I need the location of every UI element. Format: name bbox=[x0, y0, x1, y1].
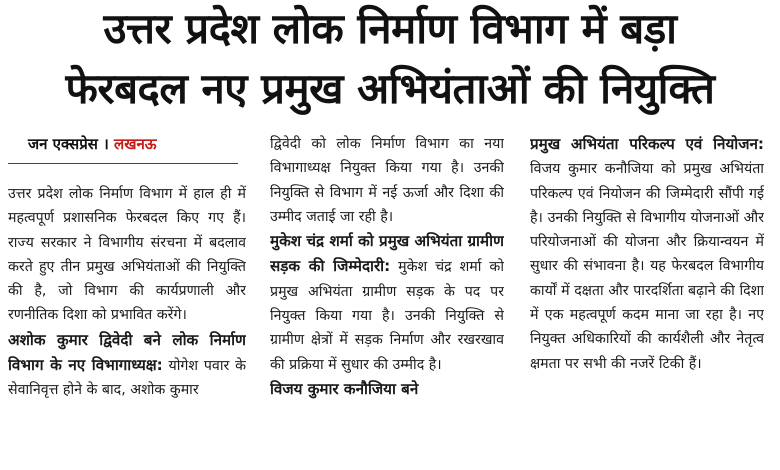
paragraph-ashok-kumar-dwivedi-part-1: योगेश पवार के सेवानिवृत्त होने के बाद, अशोक कुमार bbox=[8, 358, 246, 399]
headline-line-1: उत्तर प्रदेश लोक निर्माण विभाग में बड़ा bbox=[103, 4, 677, 53]
article-column-2 bbox=[270, 132, 504, 470]
paragraph-ashok-kumar-dwivedi-part-2: द्विवेदी को लोक निर्माण विभाग का नया विभागाध्यक्ष नियुक्त किया गया है। उनकी नियुक्ति से विभाग में नई ऊर्जा और दिशा की उम्मीद जताई जा रही है। bbox=[270, 136, 504, 225]
byline-city: लखनऊ bbox=[114, 135, 157, 153]
article-column-1 bbox=[8, 132, 246, 470]
headline-line-2: फेरबदल नए प्रमुख अभियंताओं की नियुक्ति bbox=[65, 64, 715, 113]
article-column-3 bbox=[530, 132, 764, 470]
byline bbox=[8, 132, 246, 156]
paragraph-vijay-kumar-kanaujia: विजय कुमार कनौजिया को प्रमुख अभियंता परिकल्प एवं नियोजन की जिम्मेदारी सौंपी गई है। उनकी नियुक्ति से विभागीय योजनाओं और परियोजनाओं की योजना और क्रियान्वयन में सुधार की संभावना है। यह फेरबदल विभागीय कार्यों में दक्षता और पारदर्शिता बढ़ाने की दिशा में एक महत्वपूर्ण कदम माना जा रहा है। नए नियुक्त अधिकारियों की कार्यशैली और नेतृत्व क्षमता पर सभी की नजरें टिकी हैं। bbox=[530, 161, 764, 372]
subheading-ashok-kumar-dwivedi: अशोक कुमार द्विवेदी बने लोक निर्माण विभाग के नए विभागाध्यक्ष: bbox=[8, 330, 246, 375]
byline-separator: । bbox=[103, 135, 109, 153]
byline-source: जन एक्सप्रेस bbox=[28, 135, 98, 153]
subheading-mukesh-chandra-sharma: मुकेश चंद्र शर्मा को प्रमुख अभियंता ग्रामीण सड़क की जिम्मेदारी: bbox=[270, 232, 504, 276]
byline-divider bbox=[8, 163, 238, 164]
subheading-vijay-kumar-kanaujia-part-2: प्रमुख अभियंता परिकल्प एवं नियोजन: bbox=[530, 135, 764, 153]
intro-paragraph: उत्तर प्रदेश लोक निर्माण विभाग में हाल ही में महत्वपूर्ण प्रशासनिक फेरबदल किए गए हैं। राज्य सरकार ने विभागीय संरचना में बदलाव करते हुए तीन प्रमुख अभियंताओं की नियुक्ति की है, जो विभाग की कार्यप्रणाली और रणनीतिक दिशा को प्रभावित करेंगे। bbox=[8, 186, 246, 324]
subheading-vijay-kumar-kanaujia-part-1: विजय कुमार कनौजिया बने bbox=[270, 379, 419, 398]
paragraph-mukesh-chandra-sharma: मुकेश चंद्र शर्मा को प्रमुख अभियंता ग्रामीण सड़क के पद पर नियुक्त किया गया है। उनकी नियुक्ति से ग्रामीण क्षेत्रों में सड़क निर्माण और रखरखाव की प्रक्रिया में सुधार की उम्मीद है। bbox=[270, 259, 504, 373]
